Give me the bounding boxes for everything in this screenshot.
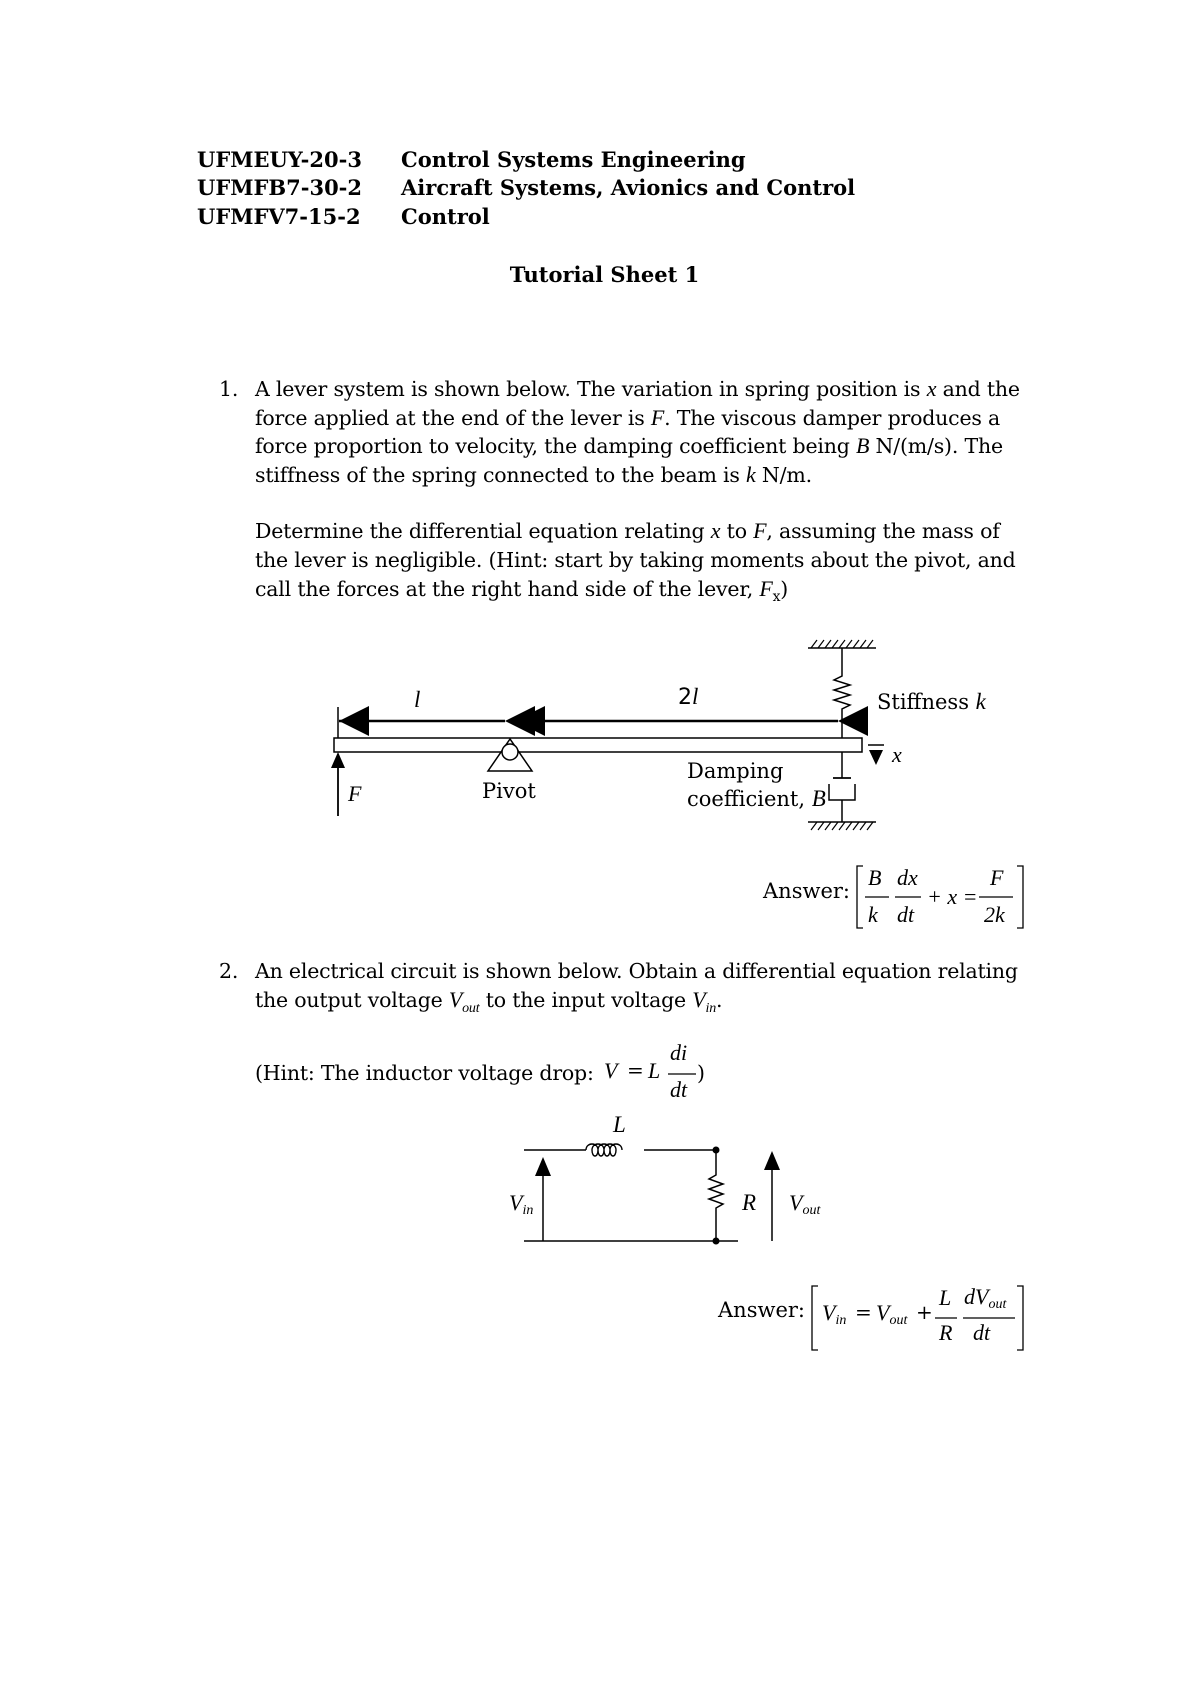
- resistor-icon: [709, 1150, 723, 1241]
- q1-ans-dx: dx: [897, 865, 918, 890]
- q1-ans-F: F: [990, 865, 1004, 890]
- inductor-icon: [586, 1144, 622, 1156]
- course-name-2: Aircraft Systems, Avionics and Control: [401, 175, 856, 200]
- hint-dt: dt: [670, 1077, 688, 1102]
- label-stiffness: Stiffness k: [877, 689, 986, 714]
- q2-ans-dt: dt: [973, 1320, 991, 1345]
- q2-para1: An electrical circuit is shown below. Obtain a differential equation relating the output voltage $V_{out}$ to the input voltage $V_{in}$.: [255, 959, 1018, 1016]
- circuit-label-L: L: [613, 1112, 626, 1137]
- label-2l: 2l: [678, 684, 699, 710]
- course-name-3: Control: [401, 204, 490, 229]
- q2-ans-eq: =: [855, 1300, 872, 1324]
- q1-ans-plus-x: + x =: [927, 884, 978, 909]
- course-code-3: UFMFV7-15-2: [197, 204, 361, 229]
- q2-ans-plus: +: [916, 1300, 933, 1324]
- vin-arrow: [535, 1157, 551, 1241]
- label-pivot: Pivot: [482, 779, 536, 803]
- q1-para2: Determine the differential equation relating x to F, assuming the mass of the lever is negligible. (Hint: start by taking moments about the pivot, and call the forces at the right hand side of the lever, $F_x$): [255, 518, 1016, 605]
- q2-answer-label: Answer:: [718, 1298, 805, 1322]
- label-x: x: [892, 742, 902, 767]
- q2-ans-dv: $dV_{out}$: [964, 1284, 1007, 1313]
- q1-ans-2k: 2k: [984, 902, 1005, 927]
- page-title: Tutorial Sheet 1: [509, 262, 700, 287]
- label-damping: Damping coefficient, B: [687, 759, 826, 811]
- hint-suffix: ): [697, 1061, 705, 1085]
- circuit-label-vout: $V_{out}$: [789, 1190, 821, 1219]
- q2-ans-L: L: [939, 1285, 952, 1310]
- q2-hint-prefix: (Hint: The inductor voltage drop:: [255, 1061, 594, 1085]
- q1-ans-dt: dt: [897, 902, 915, 927]
- q2-ans-vin: $V_{in}$: [822, 1300, 847, 1329]
- q2-ans-vout: $V_{out}$: [876, 1300, 908, 1329]
- course-name-1: Control Systems Engineering: [401, 147, 746, 172]
- q2-ans-R: R: [939, 1320, 953, 1345]
- hint-di: di: [670, 1040, 688, 1065]
- label-F: F: [348, 781, 362, 806]
- circuit-label-vin: $V_{in}$: [509, 1190, 534, 1219]
- q1-number: 1.: [219, 377, 239, 401]
- hint-eq: =: [627, 1058, 644, 1082]
- course-code-1: UFMEUY-20-3: [197, 147, 362, 172]
- q1-para1: A lever system is shown below. The variation in spring position is x and the force applied at the end of the lever is F. The viscous damper produces a force proportion to velocity, the damping coefficient being B N/(m/s). The stiffness of the spring connected to the beam is k N/m.: [255, 376, 1020, 487]
- q1-ans-k: k: [868, 902, 878, 927]
- hint-L: L: [648, 1058, 661, 1083]
- q1-ans-B: B: [868, 865, 882, 890]
- q1-answer-label: Answer:: [763, 879, 850, 903]
- course-code-2: UFMFB7-30-2: [197, 175, 363, 200]
- vout-arrow: [764, 1151, 780, 1241]
- q2-number: 2.: [219, 959, 239, 983]
- hint-V: V: [604, 1058, 618, 1083]
- label-l: l: [414, 687, 421, 712]
- circuit-label-R: R: [742, 1190, 757, 1215]
